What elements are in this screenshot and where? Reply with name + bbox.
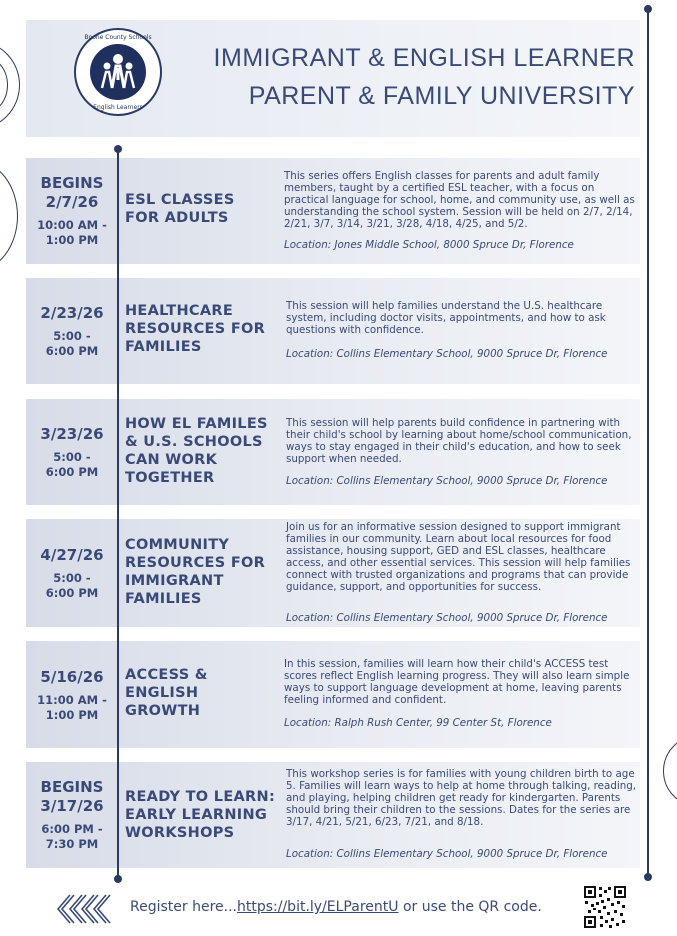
event-description: This session will help families understand the U.S. healthcare system, including doctor visits, appointments, and how to ask questions with confidence. <box>286 300 606 337</box>
event-date-block <box>26 519 118 627</box>
event-date: 3/23/26 <box>40 425 104 443</box>
register-link[interactable]: https://bit.ly/ELParentU <box>237 899 399 915</box>
event-location: Location: Collins Elementary School, 9000 Spruce Dr, Florence <box>286 848 608 860</box>
family-icon <box>90 44 146 100</box>
logo-emblem <box>90 44 146 100</box>
event-begins-label: BEGINS <box>40 778 104 796</box>
event-time-end: 6:00 PM <box>45 586 99 600</box>
event-title-line: HEALTHCARE <box>125 303 234 319</box>
event-title-line: RESOURCES FOR <box>125 321 266 337</box>
event-date-block <box>26 399 118 505</box>
event-description: This series offers English classes for parents and adult family members, taught by a certified ESL teacher, with a focus on practical language for school, home, and community use, as well as understanding the school system. Session will be held on 2/7, 2/14, 2/21, 3/7, 3/14, 3/21, 3/28, 4/18, 4/25, and 5/2. <box>284 170 635 231</box>
decorative-arc-mid-left <box>0 160 18 272</box>
event-title <box>125 788 279 842</box>
chevrons-icon <box>56 891 112 927</box>
event-title-line: & U.S. SCHOOLS <box>125 434 263 450</box>
logo-bottom-text: English Learners <box>93 104 143 111</box>
event-title <box>125 191 279 227</box>
event-title-line: ENGLISH <box>125 685 199 701</box>
logo-top-text: Boone County Schools <box>84 34 152 41</box>
event-title <box>125 302 279 356</box>
event-title-line: GROWTH <box>125 703 201 719</box>
event-time-end: 1:00 PM <box>45 233 99 247</box>
event-time-start: 5:00 - <box>53 450 91 464</box>
event-time-start: 5:00 - <box>53 329 91 343</box>
event-description: Join us for an informative session designed to support immigrant families in our community. Learn about local resources for food assistance, housing support, GED and ESL classes, healthcare access, and other essential services. This session will help families connect with trusted organizations and programs that can provide guidance, support, and opportunities for success. <box>286 521 631 594</box>
event-time-start: 5:00 - <box>53 571 91 585</box>
event-time-start: 11:00 AM - <box>37 692 107 707</box>
event-time-end: 6:00 PM <box>45 344 99 358</box>
event-date: 5/16/26 <box>40 667 104 686</box>
event-title <box>125 536 279 608</box>
event-description: This session will help parents build confidence in partnering with their child's school by learning about home/school communication, ways to stay engaged in their child's education, and how to seek support when needed. <box>286 417 632 466</box>
decorative-arc-right <box>663 735 677 807</box>
event-location: Location: Ralph Rush Center, 99 Center St, Florence <box>284 717 552 729</box>
event-title-line: CAN WORK <box>125 452 218 468</box>
school-logo <box>74 28 162 116</box>
event-begins-label: BEGINS <box>40 174 104 192</box>
right-border-line <box>647 8 649 878</box>
event-title-line: ESL CLASSES <box>125 192 235 208</box>
register-suffix: or use the QR code. <box>398 899 542 915</box>
event-title-line: ACCESS & <box>125 667 208 683</box>
event-title-line: FAMILIES <box>125 339 202 355</box>
event-date: 4/27/26 <box>40 546 104 564</box>
event-title-line: HOW EL FAMILES <box>125 416 268 432</box>
event-location: Location: Collins Elementary School, 9000 Spruce Dr, Florence <box>286 475 608 487</box>
page-title-line1: IMMIGRANT & ENGLISH LEARNER <box>213 44 635 72</box>
event-title <box>125 666 279 720</box>
event-title-line: FAMILIES <box>125 591 202 607</box>
event-location: Location: Jones Middle School, 8000 Spruce Dr, Florence <box>284 239 574 251</box>
event-title-line: WORKSHOPS <box>125 825 235 841</box>
event-time-end: 6:00 PM <box>45 465 99 479</box>
event-date-block <box>26 278 118 384</box>
event-date: 2/23/26 <box>40 304 104 322</box>
timeline-line <box>117 148 119 878</box>
register-prefix: Register here... <box>130 899 237 915</box>
event-date: 2/7/26 <box>45 193 99 211</box>
event-location: Location: Collins Elementary School, 9000 Spruce Dr, Florence <box>286 348 608 360</box>
right-line-dot-top <box>644 5 652 13</box>
event-time-start: 6:00 PM - <box>41 822 103 836</box>
event-title-line: READY TO LEARN: <box>125 789 276 805</box>
page-title-line2: PARENT & FAMILY UNIVERSITY <box>248 82 635 110</box>
event-title-line: RESOURCES FOR <box>125 555 266 571</box>
event-description: In this session, families will learn how their child's ACCESS test scores reflect English learning progress. They will also learn simple ways to support language development at home, leaving parents feeling informed and confident. <box>284 658 630 707</box>
event-time-end: 7:30 PM <box>45 837 99 851</box>
event-time-start: 10:00 AM - <box>37 218 107 232</box>
qr-code-icon[interactable] <box>583 885 627 929</box>
register-line <box>130 899 542 915</box>
event-title-line: COMMUNITY <box>125 537 230 553</box>
event-location: Location: Collins Elementary School, 9000 Spruce Dr, Florence <box>286 612 608 624</box>
event-date-block <box>26 158 118 264</box>
event-title-line: IMMIGRANT <box>125 573 224 589</box>
event-title <box>125 415 279 487</box>
event-date-block <box>26 762 118 868</box>
event-description: This workshop series is for families with young children birth to age 5. Families will learn ways to help at home through talking, reading, and playing, helping children get ready for kindergarten. Parents should bring their children to the sessions. Dates for the series are 3/17, 4/21, 5/21, 6/23, 7/21, and 8/18. <box>286 768 637 829</box>
event-title-line: TOGETHER <box>125 470 215 486</box>
event-date-block <box>26 641 118 748</box>
timeline-dot-top <box>114 145 122 153</box>
event-title-line: FOR ADULTS <box>125 210 229 226</box>
right-line-dot-bottom <box>644 873 652 881</box>
timeline-dot-bottom <box>114 875 122 883</box>
event-date: 3/17/26 <box>40 797 104 815</box>
event-title-line: EARLY LEARNING <box>125 807 268 823</box>
event-time-end: 1:00 PM <box>45 707 99 722</box>
